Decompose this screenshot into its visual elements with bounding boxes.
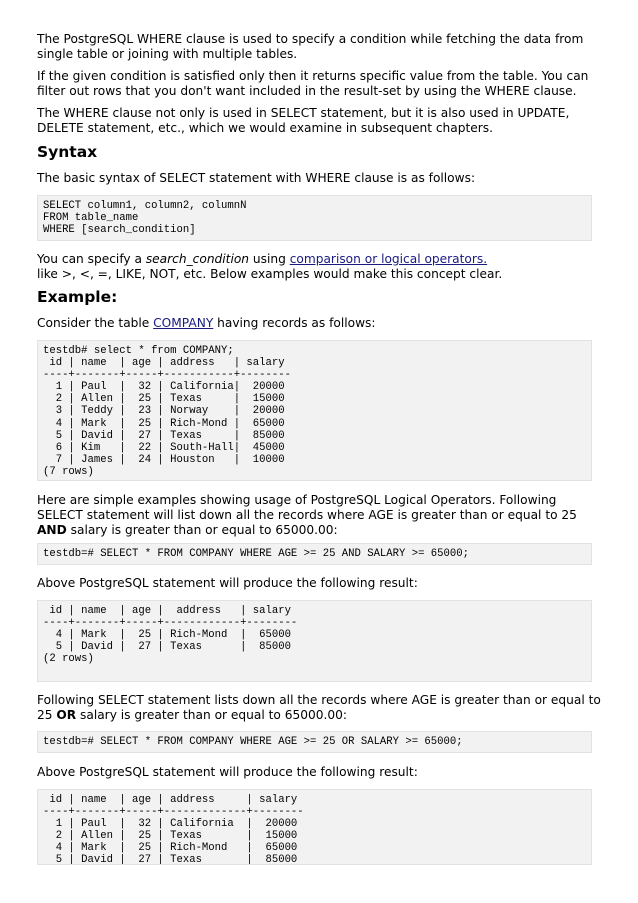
intro-paragraph-3: The WHERE clause not only is used in SELECT statement, but it is also used in UPDATE, DELETE statement, etc., which we would examine in subsequent chapters. xyxy=(37,106,570,135)
or-result-code-block: id | name | age | address | salary ----+-------+-----+-------------+-------- 1 | Paul | 32 | California | 20000 2 | Allen | 25 | Texas | 15000 4 | Mark | 25 | Rich-Mond | 65000 5 | David | 27 | Texas | 85000 xyxy=(37,789,592,865)
example-lead xyxy=(37,316,602,331)
or-keyword: OR xyxy=(56,708,77,722)
company-table-code-block: testdb# select * from COMPANY; id | name | age | address | salary ----+-------+-----+-----------+-------- 1 | Paul | 32 | California| 20000 2 | Allen | 25 | Texas | 15000 3 | Teddy | 23 | Norway | 20000 4 | Mark | 25 | Rich-Mond | 65000 5 | David | 27 | Texas | 85000 6 | Kim | 22 | South-Hall| 45000 7 | James | 24 | Houston | 10000 (7 rows) xyxy=(37,340,592,481)
or-paragraph-after: salary is greater than or equal to 65000.00: xyxy=(76,708,347,722)
search-condition-term: search_condition xyxy=(145,252,250,266)
or-query-code-block: testdb=# SELECT * FROM COMPANY WHERE AGE >= 25 OR SALARY >= 65000; xyxy=(37,731,592,753)
example-lead-before: Consider the table xyxy=(37,316,154,330)
operators-link[interactable]: comparison or logical operators. xyxy=(289,252,488,266)
intro-paragraph-2: If the given condition is satisfied only then it returns specific value from the table. You can filter out rows that you don't want included in the result-set by using the WHERE clause. xyxy=(37,69,589,98)
syntax-desc-before: You can specify a xyxy=(37,252,146,266)
company-link[interactable]: COMPANY xyxy=(153,316,214,330)
and-paragraph-before: Here are simple examples showing usage of PostgreSQL Logical Operators. Following SELECT statement will list down all the records where AGE is greater than or equal to 25 xyxy=(37,493,577,522)
and-result-code-block: id | name | age | address | salary ----+-------+-----+------------+-------- 4 | Mark | 25 | Rich-Mond | 65000 5 | David | 27 | Texas | 85000 (2 rows) xyxy=(37,600,592,682)
syntax-description xyxy=(37,252,602,282)
syntax-heading: Syntax xyxy=(37,143,98,161)
syntax-code-block: SELECT column1, column2, columnN FROM table_name WHERE [search_condition] xyxy=(37,195,592,241)
syntax-desc-mid: using xyxy=(249,252,290,266)
example-lead-after: having records as follows: xyxy=(213,316,376,330)
or-paragraph-before: Following SELECT statement lists down all the records where AGE is greater than or equal to 25 xyxy=(37,693,601,722)
and-paragraph xyxy=(37,493,602,538)
and-query-code-block: testdb=# SELECT * FROM COMPANY WHERE AGE >= 25 AND SALARY >= 65000; xyxy=(37,543,592,565)
syntax-desc-ops: like >, <, =, LIKE, NOT, xyxy=(37,267,180,281)
intro-paragraph-1: The PostgreSQL WHERE clause is used to specify a condition while fetching the data from single table or joining with multiple tables. xyxy=(37,32,584,61)
and-paragraph-after: salary is greater than or equal to 65000.00: xyxy=(66,523,338,537)
and-result-lead: Above PostgreSQL statement will produce the following result: xyxy=(37,576,418,590)
syntax-lead: The basic syntax of SELECT statement with WHERE clause is as follows: xyxy=(37,171,476,185)
or-result-lead: Above PostgreSQL statement will produce the following result: xyxy=(37,765,418,779)
or-paragraph xyxy=(37,693,602,723)
and-keyword: AND xyxy=(37,523,67,537)
example-heading: Example: xyxy=(37,288,118,306)
syntax-desc-after: etc. Below examples would make this concept clear. xyxy=(179,267,503,281)
